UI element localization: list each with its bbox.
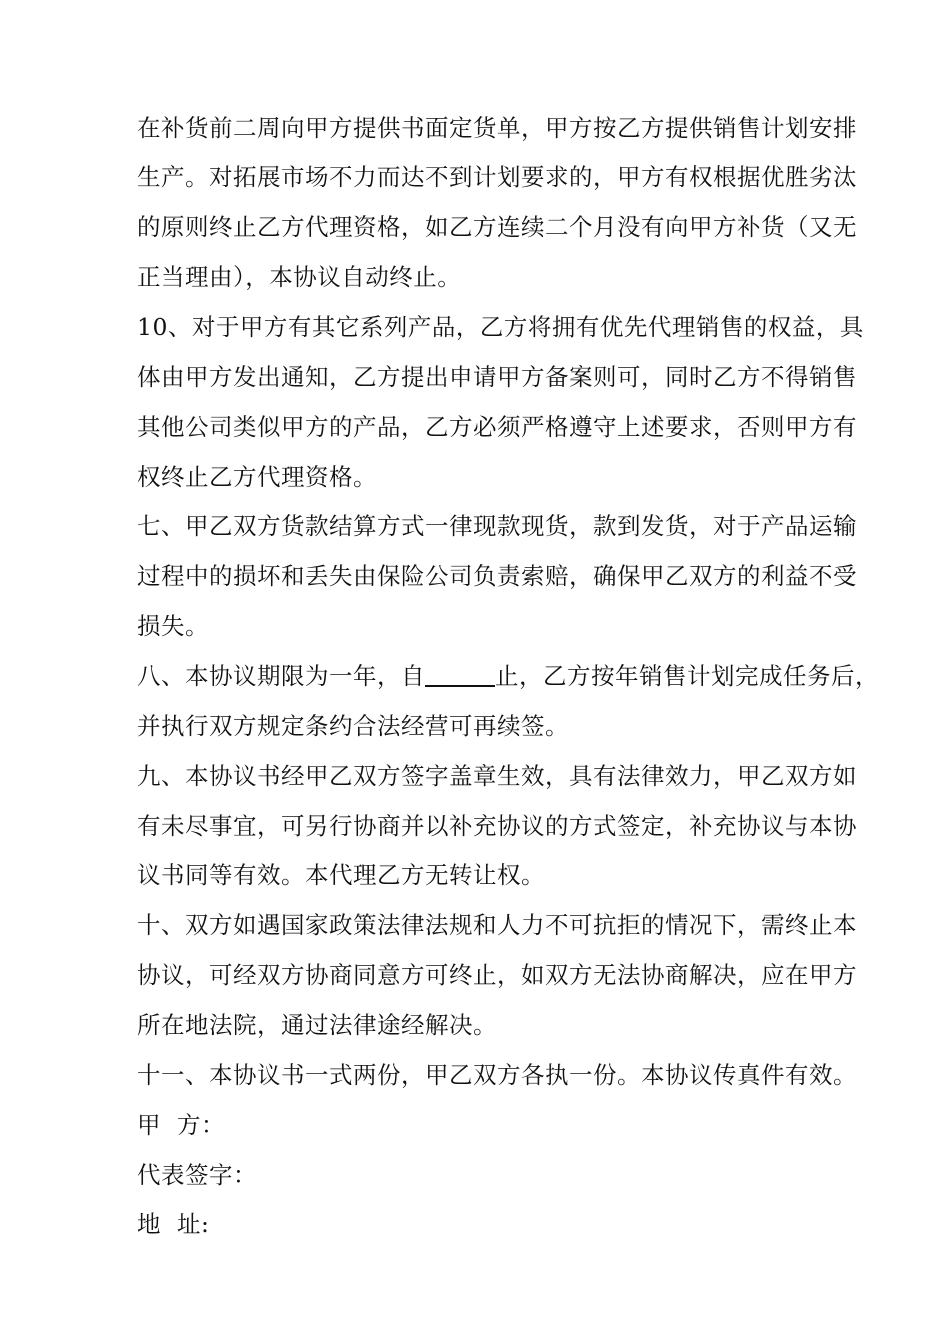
clause-10b-line: 十、双方如遇国家政策法律法规和人力不可抗拒的情况下，需终止本 <box>137 911 857 939</box>
paragraph-line: 有未尽事宜，可另行协商并以补充协议的方式签定，补充协议与本协 <box>137 812 857 840</box>
paragraph-line: 所在地法院，通过法律途经解决。 <box>137 1011 497 1039</box>
paragraph-line: 并执行双方规定条约合法经营可再续签。 <box>137 712 569 740</box>
term-date-blank[interactable] <box>425 663 495 687</box>
paragraph-line: 生产。对拓展市场不力而达不到计划要求的，甲方有权根据优胜劣汰 <box>137 163 857 191</box>
clause-10-line: 10、对于甲方有其它系列产品，乙方将拥有优先代理销售的权益，具 <box>137 313 864 341</box>
paragraph-line: 其他公司类似甲方的产品，乙方必须严格遵守上述要求，否则甲方有 <box>137 413 857 441</box>
party-a-label: 甲 方： <box>137 1111 225 1139</box>
clause-9-line: 九、本协议书经甲乙双方签字盖章生效，具有法律效力，甲乙双方如 <box>137 762 857 790</box>
paragraph-line: 议书同等有效。本代理乙方无转让权。 <box>137 861 545 889</box>
paragraph-line: 权终止乙方代理资格。 <box>137 463 377 491</box>
paragraph-line: 正当理由），本协议自动终止。 <box>137 263 462 291</box>
paragraph-line: 的原则终止乙方代理资格，如乙方连续二个月没有向甲方补货（又无 <box>137 213 857 241</box>
term-prefix: 八、本协议期限为一年，自 <box>137 662 425 690</box>
paragraph-line: 体由甲方发出通知，乙方提出申请甲方备案则可，同时乙方不得销售 <box>137 363 857 391</box>
paragraph-line: 协议，可经双方协商同意方可终止，如双方无法协商解决，应在甲方 <box>137 961 857 989</box>
paragraph-line: 在补货前二周向甲方提供书面定货单，甲方按乙方提供销售计划安排 <box>137 114 857 142</box>
clause-11-line: 十一、本协议书一式两份，甲乙双方各执一份。本协议传真件有效。 <box>137 1061 857 1089</box>
clause-7-line: 七、甲乙双方货款结算方式一律现款现货，款到发货，对于产品运输 <box>137 512 857 540</box>
paragraph-line: 损失。 <box>137 612 209 640</box>
address-label: 地 址: <box>137 1210 210 1238</box>
term-suffix: 止，乙方按年销售计划完成任务后， <box>495 662 879 690</box>
clause-8-line <box>137 661 879 691</box>
paragraph-line: 过程中的损坏和丢失由保险公司负责索赔，确保甲乙双方的利益不受 <box>137 562 857 590</box>
rep-sign-label: 代表签字： <box>137 1161 257 1189</box>
